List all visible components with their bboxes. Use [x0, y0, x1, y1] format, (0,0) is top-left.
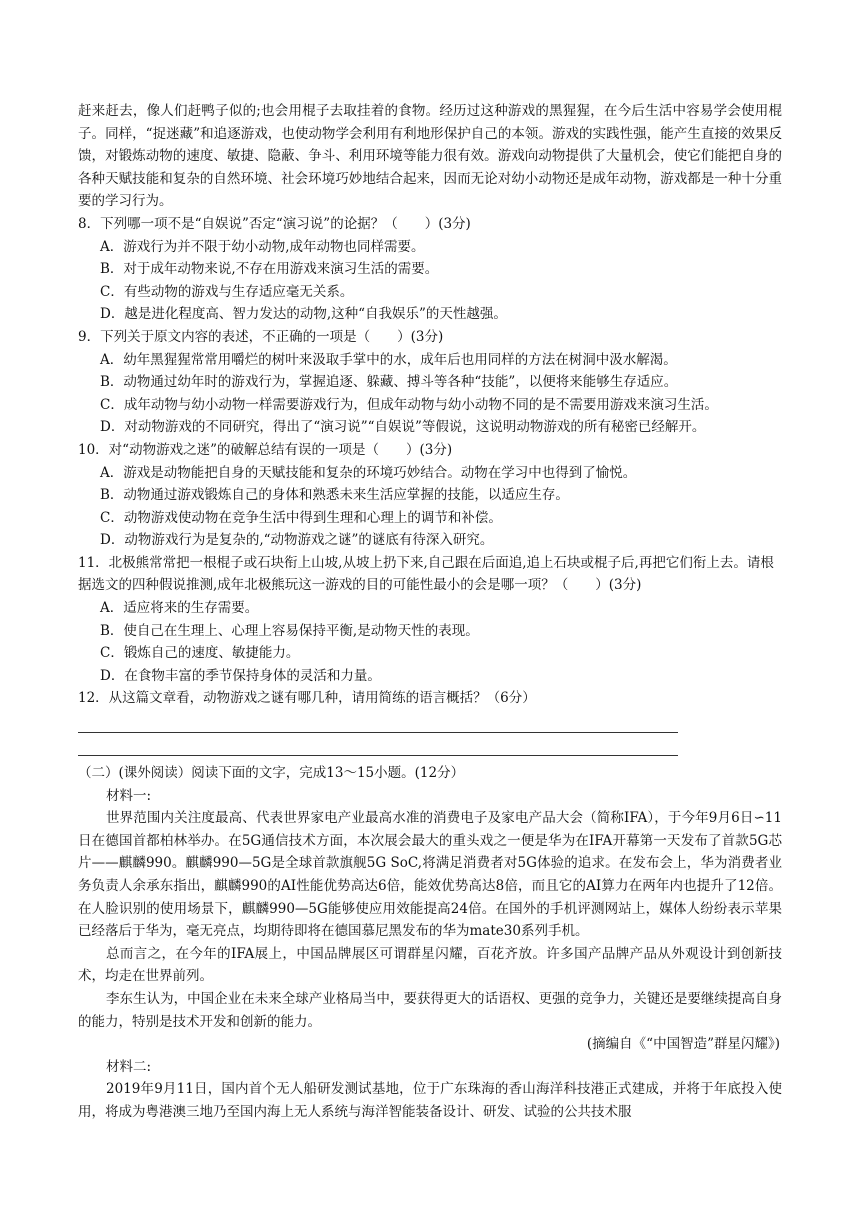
answer-line[interactable]	[78, 733, 678, 756]
option-a: A．游戏是动物能把自身的天赋技能和复杂的环境巧妙结合。动物在学习中也得到了愉悦。	[100, 464, 637, 481]
question-stem: 9．下列关于原文内容的表述，不正确的一项是（ ）(3分)	[78, 328, 444, 345]
option-b: B．动物通过幼年时的游戏行为，掌握追逐、躲藏、搏斗等各种“技能”，以便将来能够生存适应。	[100, 374, 678, 391]
option-b: B．使自己在生理上、心理上容易保持平衡,是动物天性的表现。	[100, 622, 479, 639]
material-1-paragraph: 世界范围内关注度最高、代表世界家电产业最高水准的消费电子及家电产品大会（简称IFA），于今年9月6日∽11日在德国首都柏林举办。在5G通信技术方面，本次展会最大的重头戏之一便是华为在IFA开幕第一天发布了首款5G芯片——麒麟990。麒麟990—5G是全球首款旗舰5G SoC,将满足消费者对5G体验的追求。在发布会上，华为消费者业务负责人余承东指出，麒麟990的AI性能优势高达6倍，能效优势高达8倍，而且它的AI算力在两年内也提升了12倍。在人脸识别的使用场景下，麒麟990—5G能够使应用效能提高24倍。在国外的手机评测网站上，媒体人纷纷表示苹果已经落后于华为，毫无亮点，均期待即将在德国慕尼黑发布的华为mate30系列手机。	[78, 810, 782, 940]
option-d: D．对动物游戏的不同研究，得出了“演习说”“自娱说”等假说，这说明动物游戏的所有秘密已经解开。	[100, 419, 706, 436]
option-c: C．有些动物的游戏与生存适应毫无关系。	[100, 283, 354, 300]
question-12	[78, 687, 782, 756]
option-d: D．在食物丰富的季节保持身体的灵活和力量。	[100, 667, 381, 684]
question-10	[78, 439, 782, 552]
option-d: D．越是进化程度高、智力发达的动物,这种“自我娱乐”的天性越强。	[100, 306, 507, 323]
material-1-paragraph: 总而言之，在今年的IFA展上，中国品牌展区可谓群星闪耀，百花齐放。许多国产品牌产品从外观设计到创新技术，均走在世界前列。	[78, 945, 782, 985]
option-b: B．动物通过游戏锻炼自己的身体和熟悉未来生活应掌握的技能，以适应生存。	[100, 487, 569, 504]
question-stem: 12．从这篇文章看，动物游戏之谜有哪几种，请用简练的语言概括？（6分）	[78, 690, 536, 707]
option-a: A．适应将来的生存需要。	[100, 600, 259, 617]
option-a: A．游戏行为并不限于幼小动物,成年动物也同样需要。	[100, 238, 425, 255]
question-8	[78, 213, 782, 326]
document-page	[78, 100, 782, 1124]
material-1-paragraph: 李东生认为，中国企业在未来全球产业格局当中，要获得更大的话语权、更强的竞争力，关键还是要继续提高自身的能力，特别是技术开发和创新的能力。	[78, 990, 782, 1030]
answer-line[interactable]	[78, 710, 678, 733]
material-2-paragraph: 2019年9月11日，国内首个无人船研发测试基地，位于广东珠海的香山海洋科技港正式建成，并将于年底投入使用，将成为粤港澳三地乃至国内海上无人系统与海洋智能装备设计、研发、试验的公共技术服	[78, 1081, 782, 1120]
option-a: A．幼年黑猩猩常常用嚼烂的树叶来汲取手掌中的水，成年后也用同样的方法在树洞中汲水解渴。	[100, 351, 677, 368]
option-b: B．对于成年动物来说,不存在用游戏来演习生活的需要。	[100, 261, 439, 278]
passage-intro: 赶来赶去，像人们赶鸭子似的;也会用棍子去取挂着的食物。经历过这种游戏的黑猩猩，在今后生活中容易学会使用棍子。同样，“捉迷藏”和追逐游戏，也使动物学会利用有利地形保护自己的本领。游戏的实践性强，能产生直接的效果反馈，对锻炼动物的速度、敏捷、隐蔽、争斗、利用环境等能力很有效。游戏向动物提供了大量机会，使它们能把自身的各种天赋技能和复杂的自然环境、社会环境巧妙地结合起来，因而无论对幼小动物还是成年动物，游戏都是一种十分重要的学习行为。	[78, 103, 782, 210]
option-c: C．锻炼自己的速度、敏捷能力。	[100, 645, 300, 662]
section-heading: （二）(课外阅读）阅读下面的文字，完成13～15小题。(12分）	[78, 765, 465, 782]
section-2	[78, 762, 782, 1124]
question-stem: 8．下列哪一项不是“自娱说”否定“演习说”的论据？（ ）(3分)	[78, 215, 471, 232]
material-1-source: (摘编自《“中国智造”群星闪耀》)	[586, 1036, 780, 1053]
option-c: C．动物游戏使动物在竞争生活中得到生理和心理上的调节和补偿。	[100, 509, 502, 526]
material-1-label: 材料一:	[106, 787, 152, 804]
option-d: D．动物游戏行为是复杂的,“动物游戏之谜”的谜底有待深入研究。	[100, 532, 494, 549]
question-9	[78, 326, 782, 439]
option-c: C．成年动物与幼小动物一样需要游戏行为，但成年动物与幼小动物不同的是不需要用游戏来演习生活。	[100, 396, 718, 413]
question-11	[78, 552, 782, 688]
question-stem: 10．对“动物游戏之迷”的破解总结有误的一项是（ ）(3分)	[78, 441, 453, 458]
question-stem: 11．北极熊常常把一根棍子或石块衔上山坡,从坡上扔下来,自己跟在后面追,追上石块或棍子后,再把它们衔上去。请根据选文的四种假说推测,成年北极熊玩这一游戏的目的可能性最小的会是哪一项？（ ）(3分)	[78, 554, 774, 594]
material-2-label: 材料二:	[106, 1058, 152, 1075]
